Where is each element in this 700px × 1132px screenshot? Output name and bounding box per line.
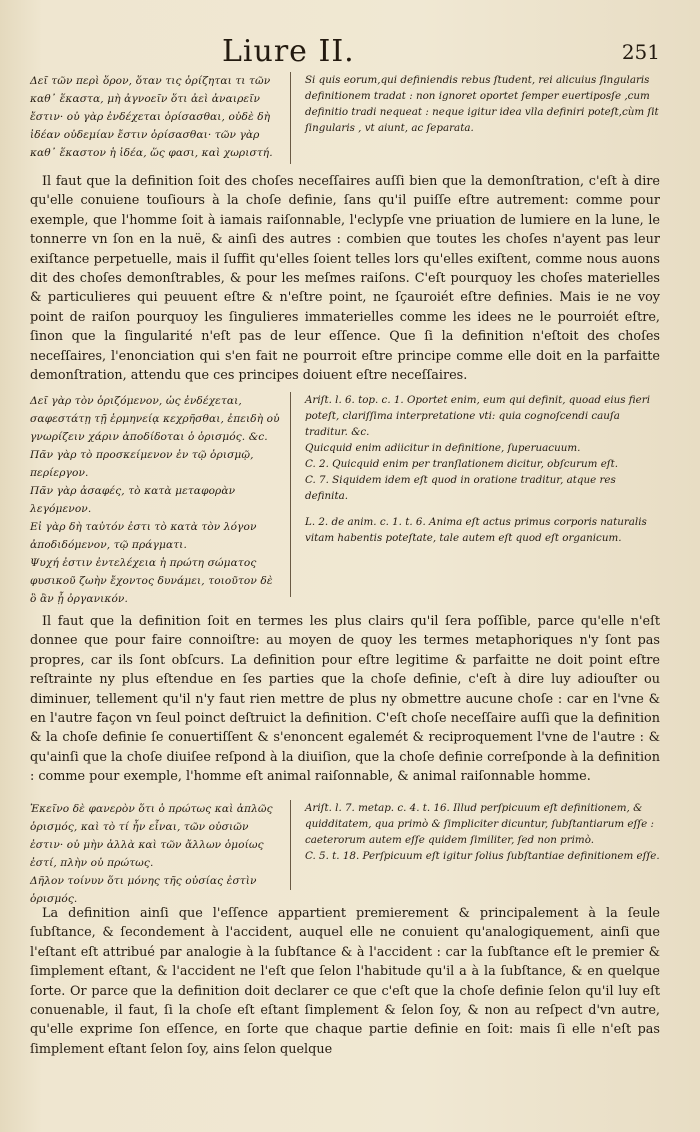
citation-block-1 <box>30 72 660 164</box>
page-number: 251 <box>621 40 660 64</box>
greek-text: Ψυχή ἐστιν ἐντελέχεια ἡ πρώτη σώματος φυσικοῦ ζωὴν ἔχοντος δυνάμει, τοιοῦτον δὲ ὃ ἂν ᾖ ὀργανικόν. <box>30 557 273 605</box>
greek-text: Ἐκεῖνο δὲ φανερὸν ὅτι ὁ πρώτως καὶ ἁπλῶς ὁρισμός, καὶ τὸ τί ἦν εἶναι, τῶν οὐσιῶν ἐστιν· οὐ μὴν ἀλλὰ καὶ τῶν ἄλλων ὁμοίως ἐστί, πλὴν οὐ πρώτως. <box>30 803 273 869</box>
running-header <box>0 34 700 70</box>
latin-text: Ariſt. l. 7. metap. c. 4. t. 16. Illud perſpicuum eſt definitionem, & quidditatem, qua primò & ſimpliciter dicuntur, ſubſtantiarum eſſe : caeterorum autem eſſe quidem ſimiliter, ſed non primò. <box>305 802 654 846</box>
latin-citation <box>291 72 660 164</box>
latin-text: L. 2. de anim. c. 1. t. 6. Anima eſt actus primus corporis naturalis vitam habentis poteſtate, tale autem eſt quod eſt organicum. <box>305 516 647 544</box>
latin-text: Quicquid enim adiicitur in definitione, ſuperuacuum. <box>305 442 581 454</box>
body-paragraph-1 <box>30 172 660 385</box>
latin-text: C. 7. Siquidem idem eſt quod in oratione traditur, atque res definita. <box>305 474 616 502</box>
greek-citation <box>30 392 291 605</box>
greek-text: Πᾶν γὰρ ἀσαφές, τὸ κατὰ μεταφορὰν λεγόμενον. <box>30 485 236 515</box>
greek-citation <box>30 800 291 905</box>
paragraph-text: Il faut que la definition ſoit en termes les plus clairs qu'il ſera poſſible, parce qu'elle n'eſt donnee que pour faire connoiſtre: au moyen de quoy les termes metaphoriques n'y ſont pas propres, car ils ſont obſcurs. La definition pour eſtre legitime & parfaitte ne doit point eſtre reſtrainte ny plus eſtendue en ſes parties que la choſe definie, c'eſt à dire luy adiouſter ou diminuer, tellement qu'il n'y faut rien mettre de plus ny obmettre aucune choſe : car en l'vne & en l'autre façon vn ſeul poinct deſtruict la definition. C'eſt choſe neceſſaire auſſi que la definition & la choſe definie ſe conuertiſſent & s'enoncent egalemét & reciproquement l'vne de l'autre : & qu'ainſi que la choſe diuiſee reſpond à la diuiſion, que la choſe definie correſponde à la definition : comme pour exemple, l'homme eſt animal raiſonnable, & animal raiſonnable homme. <box>30 614 660 785</box>
greek-text: Πᾶν γὰρ τὸ προσκείμενον ἐν τῷ ὁρισμῷ, περίεργον. <box>30 449 254 479</box>
citation-block-3 <box>30 800 660 905</box>
greek-text: Δεῖ γὰρ τὸν ὁριζόμενον, ὡς ἐνδέχεται, σαφεστάτῃ τῇ ἑρμηνείᾳ κεχρῆσθαι, ἐπειδὴ οὐ γνωρίζειν χάριν ἀποδίδοται ὁ ὁρισμός. &c. <box>30 395 280 443</box>
citation-block-2 <box>30 392 660 605</box>
greek-citation <box>30 72 291 164</box>
latin-citation <box>291 800 660 890</box>
running-title: Liure II. <box>222 34 355 69</box>
latin-text: C. 5. t. 18. Perſpicuum eſt igitur ſolius ſubſtantiae definitionem eſſe. <box>305 850 660 862</box>
latin-text: Si quis eorum,qui definiendis rebus ſtudent, rei alicuius ſingularis definitionem tradat : non ignoret oportet ſemper euertiposſe ,cum definitio tradi nequeat : neque igitur idea vlla definiri poteſt,cùm ſit ſingularis , vt aiunt, ac ſeparata. <box>305 74 659 134</box>
body-paragraph-2 <box>30 612 660 787</box>
latin-text: C. 2. Quicquid enim per tranſlationem dicitur, obſcurum eſt. <box>305 458 619 470</box>
greek-text: Δῆλον τοίνυν ὅτι μόνης τῆς οὐσίας ἐστὶν ὁρισμός. <box>30 875 257 905</box>
greek-text: Δεῖ τῶν περὶ ὅρον, ὅταν τις ὁρίζηται τι τῶν καθ᾿ ἕκαστα, μὴ ἀγνοεῖν ὅτι ἀεὶ ἀναιρεῖν ἔστιν· οὐ γὰρ ἐνδέχεται ὁρίσασθαι, οὐδὲ δὴ ἰδέαν οὐδεμίαν ἔστιν ὁρίσασθαι· τῶν γὰρ καθ᾿ ἕκαστον ἡ ἰδέα, ὥς φασι, καὶ χωριστή. <box>30 75 273 159</box>
paragraph-text: La definition ainſi que l'eſſence appartient premierement & principalement à la ſeule ſubſtance, & ſecondement à l'accident, auquel elle ne conuient qu'analogiquement, ainſi que l'eſtant eſt attribué par analogie à la ſubſtance & à l'accident : car la ſubſtance eſt le premier & ſimplement eſtant, & l'accident ne l'eſt que ſelon l'habitude qu'il a à la ſubſtance, & en quelque ſorte. Or parce que la definition doit declarer ce que c'eſt que la choſe definie ſelon qu'il luy eſt conuenable, il faut, ſi la choſe eſt eſtant ſimplement & ſelon ſoy, & non au reſpect d'vn autre, qu'elle exprime ſon eſſence, en ſorte que chaque partie definie en ſoit: mais ſi elle n'eſt pas ſimplement eſtant ſelon ſoy, ains ſelon quelque <box>30 906 660 1057</box>
latin-text: Ariſt. l. 6. top. c. 1. Oportet enim, eum qui definit, quoad eius fieri poteſt, clariſſima interpretatione vti: quia cognoſcendi cauſa traditur. &c. <box>305 394 650 438</box>
greek-text: Εἰ γὰρ δὴ ταὐτόν ἐστι τὸ κατὰ τὸν λόγον ἀποδιδόμενον, τῷ πράγματι. <box>30 521 257 551</box>
latin-citation <box>291 392 660 597</box>
body-paragraph-3 <box>30 904 660 1059</box>
paragraph-text: Il faut que la definition ſoit des choſes neceſſaires auſſi bien que la demonſtration, c'eſt à dire qu'elle conuiene touſiours à la choſe definie, ſans qu'il puiſſe eſtre autrement: comme pour exemple, que l'homme ſoit à iamais raiſonnable, l'eclypſe vne priuation de lumiere en la lune, le tonnerre vn ſon en la nuë, & ainſi des autres : combien que toutes les choſes n'ayent pas leur exiſtance perpetuelle, mais il ſuffit qu'elles ſoient telles lors qu'elles exiſtent, comme nous auons dit des choſes demonſtrables, & pour les meſmes raiſons. C'eſt pourquoy les choſes materielles & particulieres qui peuuent eſtre & n'eſtre point, ne ſçauroiét eſtre definies. Mais ie ne voy point de raiſon pourquoy les ſingulieres immaterielles comme les idees ne le pourroiét eſtre, ſinon que la ſingularité n'eſt pas de leur eſſence. Que ſi la definition n'eſtoit des choſes neceſſaires, l'enonciation qui s'en fait ne pourroit eſtre principe comme elle doit en la parfaitte demonſtration, attendu que ces principes doiuent eſtre neceſſaires. <box>30 174 660 384</box>
